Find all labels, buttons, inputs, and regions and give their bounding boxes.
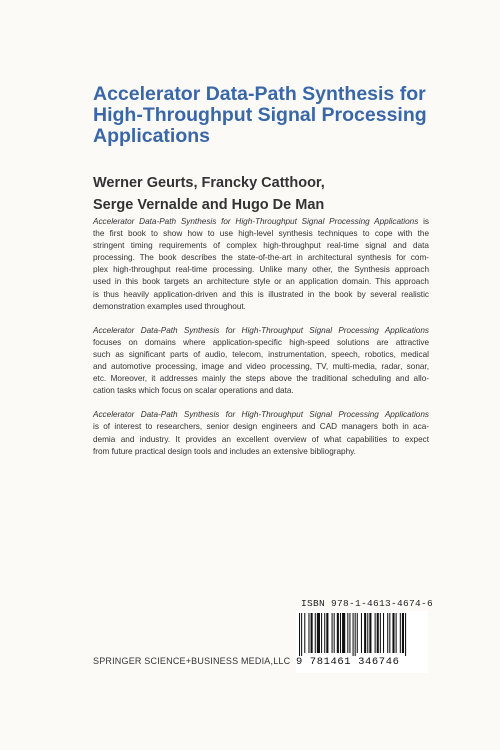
barcode-bar — [389, 613, 390, 653]
text-line: the first book to show how to use high-level synthesis techniques to cope with the — [93, 229, 429, 239]
barcode-bar — [375, 613, 376, 653]
barcode-bar — [377, 613, 379, 653]
author-line: Werner Geurts, Francky Catthoor, — [93, 175, 325, 191]
text-line — [93, 325, 429, 337]
barcode-bar — [324, 613, 325, 653]
text-line: and automotive processing, image and video processing, TV, multi-media, radar, sonar, — [93, 362, 429, 372]
authors — [93, 172, 453, 216]
blurb — [93, 216, 429, 470]
title-line: High-Throughput Signal Processing — [93, 104, 427, 126]
publisher-name: SPRINGER SCIENCE+BUSINESS MEDIA,LLC — [93, 656, 291, 666]
text-line: such as significant parts of audio, telecom, instrumentation, speech, robotics, medical — [93, 349, 429, 359]
isbn-label: ISBN 978-1-4613-4674-6 — [301, 598, 434, 609]
barcode-bar — [337, 613, 339, 653]
barcode-bar — [301, 613, 302, 657]
book-title-reference: Accelerator Data-Path Synthesis for High-Throughput Signal Processing Applications — [93, 410, 429, 420]
text-line — [93, 409, 429, 421]
barcode-bar — [317, 613, 320, 653]
barcode-bar — [342, 613, 345, 653]
text-line: plex high-throughput real-time processing. Unlike many other, the Synthesis approach — [93, 265, 429, 275]
barcode-bar — [396, 613, 397, 653]
book-title-reference: Accelerator Data-Path Synthesis for High-Throughput Signal Processing Applications — [93, 217, 419, 226]
barcode-bar — [387, 613, 388, 653]
barcode-bar — [402, 613, 404, 653]
barcode-bar — [326, 613, 328, 653]
barcode-bar — [367, 613, 368, 653]
barcode-bar — [383, 613, 384, 653]
barcode-bar — [347, 613, 348, 653]
barcode-bars — [296, 611, 428, 657]
barcode-bar — [308, 613, 309, 653]
blurb-paragraph — [93, 325, 429, 398]
text-line: used in this book targets an architecture style or an application domain. This approach — [93, 277, 429, 287]
blurb-paragraph — [93, 216, 429, 313]
text-line: etc. Moreover, it addresses mainly the steps above the traditional scheduling and allo- — [93, 374, 429, 384]
text-line: focuses on domains where application-specific high-speed solutions are attractive — [93, 337, 429, 347]
barcode-bar — [400, 613, 401, 653]
barcode-digits: 9 781461 346746 — [296, 656, 428, 668]
text-line: from future practical design tools and includes an extensive bibliography. — [93, 446, 356, 456]
barcode-bar — [392, 613, 394, 653]
barcode-bar — [361, 613, 362, 653]
blurb-paragraph — [93, 409, 429, 457]
barcode-bar — [349, 613, 350, 653]
barcode-bar — [380, 613, 381, 653]
book-title — [93, 84, 453, 147]
text-line: processing. The book describes the state-of-the-art in architectural synthesis for com- — [93, 253, 429, 263]
barcode-bar — [340, 613, 341, 653]
barcode-bar — [304, 613, 305, 653]
barcode-bar — [332, 613, 333, 653]
text-line: demonstration examples used throughout. — [93, 301, 246, 311]
barcode-bar — [405, 613, 406, 657]
barcode-bar — [364, 613, 366, 653]
text-line: is thus heavily application-driven and this is illustrated in the book by several realistic — [93, 289, 429, 299]
barcode-bar — [299, 613, 300, 657]
title-line: Applications — [93, 125, 211, 147]
title-line: Accelerator Data-Path Synthesis for — [93, 83, 426, 105]
barcode-bar — [334, 613, 335, 653]
barcode-bar — [355, 613, 356, 657]
text-line: Accelerator Data-Path Synthesis for High-Throughput Signal Processing Applications is — [93, 217, 430, 226]
text-line: demia and industry. It provides an excellent overview of what capabilities to expect — [93, 434, 429, 444]
author-line: Serge Vernalde and Hugo De Man — [93, 197, 325, 213]
text-line: cation tasks which focus on scalar operations and data. — [93, 386, 294, 396]
barcode-bar — [369, 613, 371, 653]
barcode-bar — [315, 613, 316, 653]
book-title-reference: Accelerator Data-Path Synthesis for High-Throughput Signal Processing Applications — [93, 325, 429, 335]
barcode-bar — [311, 613, 313, 653]
text-line: stringent timing requirements of complex high-throughput real-time signal and data — [93, 241, 429, 251]
barcode-bar — [321, 613, 322, 653]
text-line: is of interest to researchers, senior design engineers and CAD managers both in aca- — [93, 422, 429, 432]
barcode-bar — [357, 613, 358, 653]
barcode-bar — [353, 613, 354, 657]
